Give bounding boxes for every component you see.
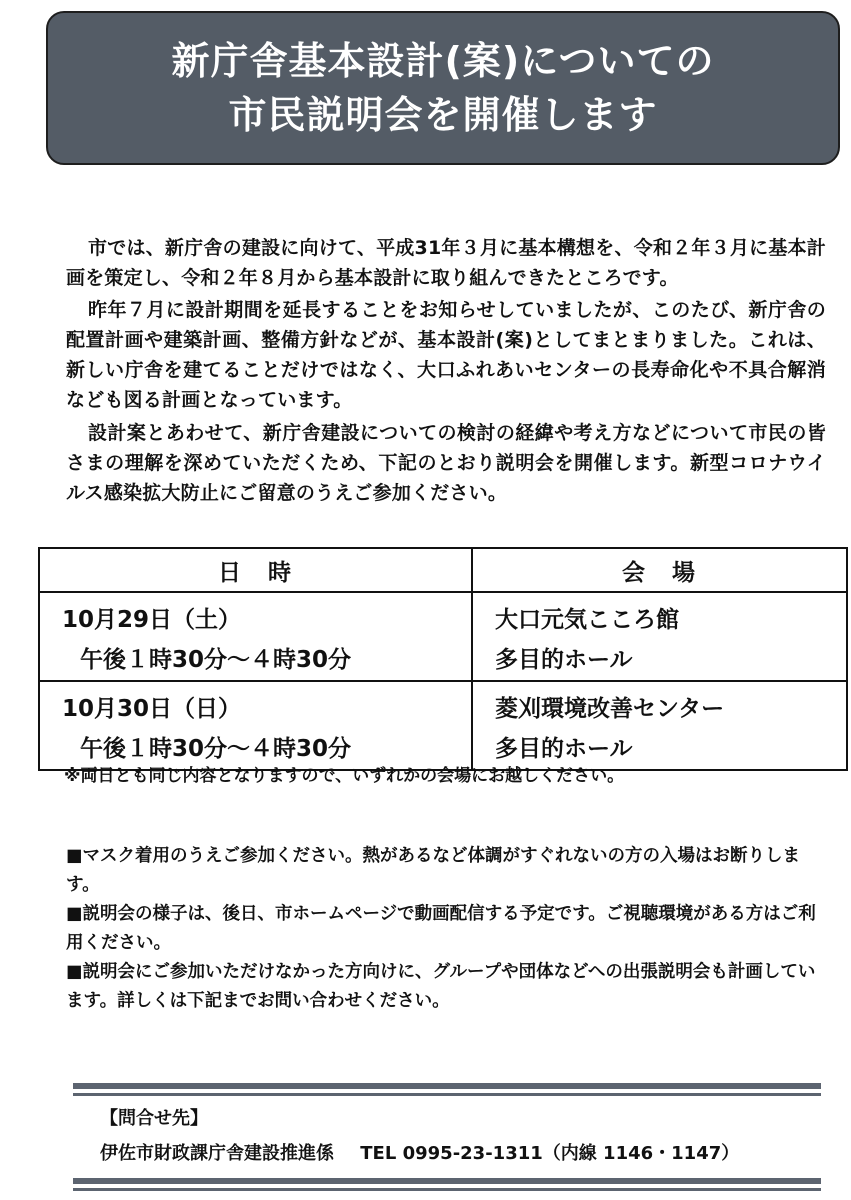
session-time: 午後１時30分～４時30分 (80, 647, 352, 673)
divider (73, 1188, 821, 1191)
list-item: ■マスク着用のうえご参加ください。熱があるなど体調がすぐれないの方の入場はお断りします。 (66, 846, 801, 895)
intro-paragraph-1: 市では、新庁舎の建設に向けて、平成31年３月に基本構想を、令和２年３月に基本計画を策定し、令和２年８月から基本設計に取り組んできたところです。 (66, 237, 826, 289)
intro-paragraph-2: 昨年７月に設計期間を延長することをお知らせしていましたが、このたび、新庁舎の配置計画や建築計画、整備方針などが、基本設計(案)としてまとまりました。これは、新しい庁舎を建てることだけではなく、大口ふれあいセンターの長寿命化や不具合解消なども図る計画となっています。 (66, 299, 826, 411)
schedule-datetime-cell (39, 592, 472, 681)
schedule-note: ※両日とも同じ内容となりますので、いずれかの会場にお越しください。 (64, 766, 625, 786)
table-row (39, 681, 847, 770)
contact-info (100, 1141, 739, 1167)
venue-name: 大口元気こころ館 (495, 607, 679, 633)
schedule-venue-cell (472, 681, 847, 770)
notice-list (66, 842, 826, 1016)
contact-label: 【問合せ先】 (100, 1108, 208, 1129)
venue-room: 多目的ホール (495, 736, 633, 762)
schedule-table (38, 547, 848, 771)
venue-name: 菱刈環境改善センター (495, 696, 725, 722)
divider (73, 1178, 821, 1184)
divider (73, 1083, 821, 1089)
session-time: 午後１時30分～４時30分 (80, 736, 352, 762)
venue-room: 多目的ホール (495, 647, 633, 673)
schedule-header-row (39, 548, 847, 592)
schedule-venue-cell (472, 592, 847, 681)
list-item: ■説明会の様子は、後日、市ホームページで動画配信する予定です。ご視聴環境がある方はご利用ください。 (66, 904, 816, 953)
column-header-venue: 会 場 (472, 548, 847, 592)
divider (73, 1093, 821, 1096)
title-banner (46, 11, 840, 165)
intro-paragraph-3: 設計案とあわせて、新庁舎建設についての検討の経緯や考え方などについて市民の皆さまの理解を深めていただくため、下記のとおり説明会を開催します。新型コロナウイルス感染拡大防止にご留意のうえご参加ください。 (66, 422, 826, 504)
session-date: 10月29日（土） (62, 607, 242, 633)
session-date: 10月30日（日） (62, 696, 242, 722)
column-header-datetime: 日 時 (39, 548, 472, 592)
page-title-line-2: 市民説明会を開催します (228, 93, 658, 137)
page-title-line-1: 新庁舎基本設計(案)についての (171, 39, 715, 83)
contact-department: 伊佐市財政課庁舎建設推進係 (100, 1143, 334, 1164)
schedule-datetime-cell (39, 681, 472, 770)
table-row (39, 592, 847, 681)
contact-phone: TEL 0995-23-1311（内線 1146・1147） (360, 1143, 740, 1164)
list-item: ■説明会にご参加いただけなかった方向けに、グループや団体などへの出張説明会も計画しています。詳しくは下記までお問い合わせください。 (66, 962, 816, 1011)
